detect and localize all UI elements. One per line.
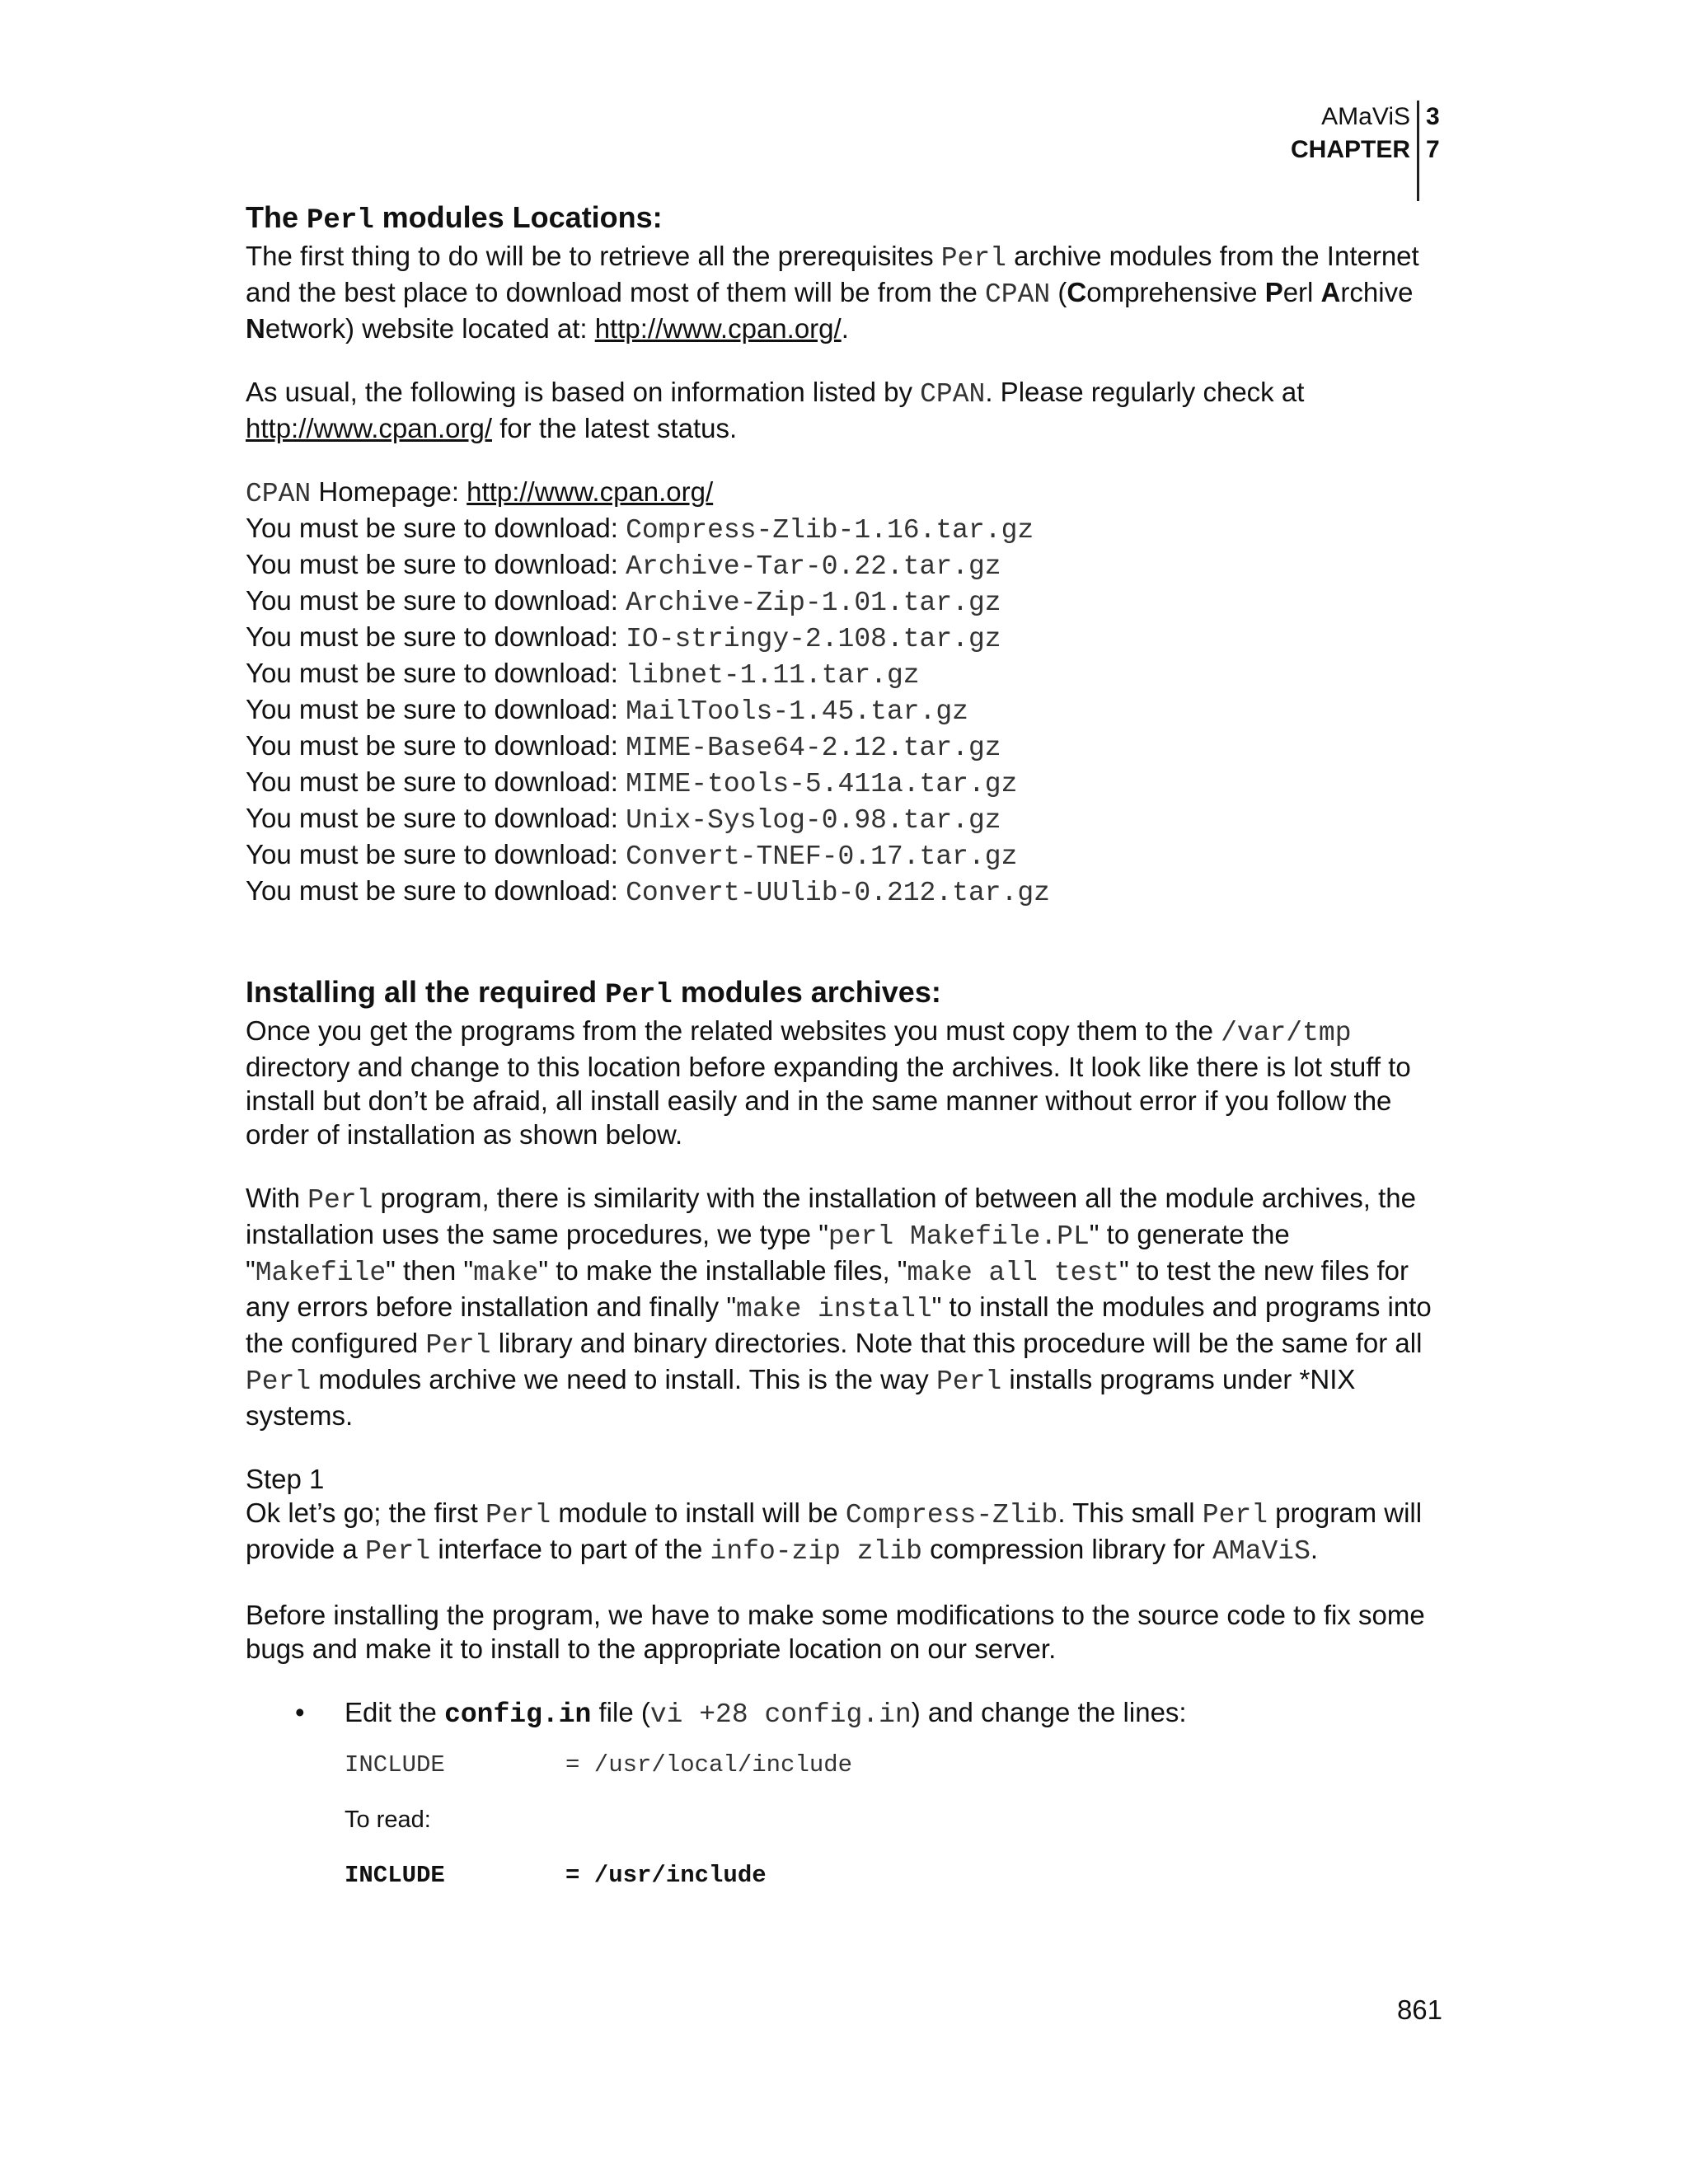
list-item: You must be sure to download: MailTools-1.45.tar.gz <box>246 694 968 727</box>
download-label: You must be sure to download: <box>246 875 626 906</box>
paragraph-step1: Ok let’s go; the first Perl module to install will be Compress-Zlib. This small Perl program will provide a Perl interface to part of the info-zip zlib compression library for AMaViS. <box>246 1497 1423 1567</box>
download-label: You must be sure to download: <box>246 585 626 616</box>
paragraph-copy-archives: Once you get the programs from the related websites you must copy them to the /var/tmp directory and change to this location before expanding the archives. It look like there is lot stuff to install but don’t be afraid, all install easily and in the same manner without error if you follow the order of installation as shown below. <box>246 1015 1411 1150</box>
code-new-include: INCLUDE = /usr/include <box>345 1862 767 1889</box>
code-old-include: INCLUDE = /usr/local/include <box>345 1751 853 1779</box>
step-label: Step 1 <box>246 1464 325 1494</box>
bullet-text: Edit the config.in file (vi +28 config.in) and change the lines: <box>345 1697 1187 1730</box>
list-item: You must be sure to download: Compress-Zlib-1.16.tar.gz <box>246 513 1034 546</box>
list-item: You must be sure to download: Convert-UUlib-0.212.tar.gz <box>246 875 1050 908</box>
list-item: You must be sure to download: Archive-Zip-1.01.tar.gz <box>246 585 1001 618</box>
running-header <box>1291 101 1442 201</box>
section-heading-installing: Installing all the required Perl modules archives: <box>246 975 941 1011</box>
list-item: You must be sure to download: Archive-Tar-0.22.tar.gz <box>246 549 1001 582</box>
header-chapter-number: 7 <box>1426 136 1440 163</box>
header-chapter: CHAPTER <box>1291 134 1419 201</box>
list-item: You must be sure to download: MIME-tools-5.411a.tar.gz <box>246 766 1018 799</box>
list-item: You must be sure to download: IO-stringy-2.108.tar.gz <box>246 621 1001 654</box>
bullet-edit-config <box>295 1695 1442 1732</box>
download-label: You must be sure to download: <box>246 694 626 724</box>
cpan-link[interactable]: http://www.cpan.org/ <box>246 413 492 443</box>
page-number: 861 <box>1396 1994 1442 2025</box>
download-label: You must be sure to download: <box>246 658 626 688</box>
bullet-icon: • <box>295 1697 305 1727</box>
download-label: You must be sure to download: <box>246 621 626 652</box>
cpan-link[interactable]: http://www.cpan.org/ <box>594 313 842 344</box>
download-label: You must be sure to download: <box>246 730 626 761</box>
download-label: You must be sure to download: <box>246 549 626 579</box>
to-read-label: To read: <box>345 1807 431 1833</box>
list-item: You must be sure to download: MIME-Base64-2.12.tar.gz <box>246 730 1001 763</box>
section-heading-locations: The Perl modules Locations: <box>246 200 663 237</box>
cpan-homepage-line: CPAN Homepage: http://www.cpan.org/ <box>246 476 714 509</box>
header-title: AMaViS <box>1321 101 1419 134</box>
header-title-row <box>1291 101 1442 134</box>
download-label: You must be sure to download: <box>246 839 626 869</box>
paragraph-intro: The first thing to do will be to retrieve all the prerequisites Perl archive modules from the Internet and the best place to download most of them will be from the CPAN (Comprehensive Perl Archive Network) website located at: http://www.cpan.org/. <box>246 241 1419 344</box>
download-label: You must be sure to download: <box>246 766 626 797</box>
download-list <box>246 511 1442 910</box>
paragraph-procedure: With Perl program, there is similarity with the installation of between all the module archives, the installation uses the same procedures, we type "perl Makefile.PL" to generate the "Makefile" then "make" to make the installable files, "make all test" to test the new files for any errors before installation and finally "make install" to install the modules and programs into the configured Perl library and binary directories. Note that this procedure will be the same for all Perl modules archive we need to install. This is the way Perl installs programs under *NIX systems. <box>246 1183 1432 1431</box>
paragraph-usual: As usual, the following is based on information listed by CPAN. Please regularly check at http://www.cpan.org/ for the latest status. <box>246 377 1305 443</box>
list-item: You must be sure to download: Unix-Syslog-0.98.tar.gz <box>246 803 1001 836</box>
cpan-homepage-link[interactable]: http://www.cpan.org/ <box>467 476 714 507</box>
list-item: You must be sure to download: Convert-TNEF-0.17.tar.gz <box>246 839 1018 872</box>
download-label: You must be sure to download: <box>246 513 626 543</box>
list-item: You must be sure to download: libnet-1.11.tar.gz <box>246 658 920 691</box>
header-title-number: 3 <box>1426 103 1440 130</box>
download-label: You must be sure to download: <box>246 803 626 833</box>
paragraph-modifications: Before installing the program, we have to make some modifications to the source code to fix some bugs and make it to install to the appropriate location on our server. <box>246 1600 1425 1664</box>
page-content <box>246 199 1442 1892</box>
header-chapter-row <box>1291 134 1442 201</box>
